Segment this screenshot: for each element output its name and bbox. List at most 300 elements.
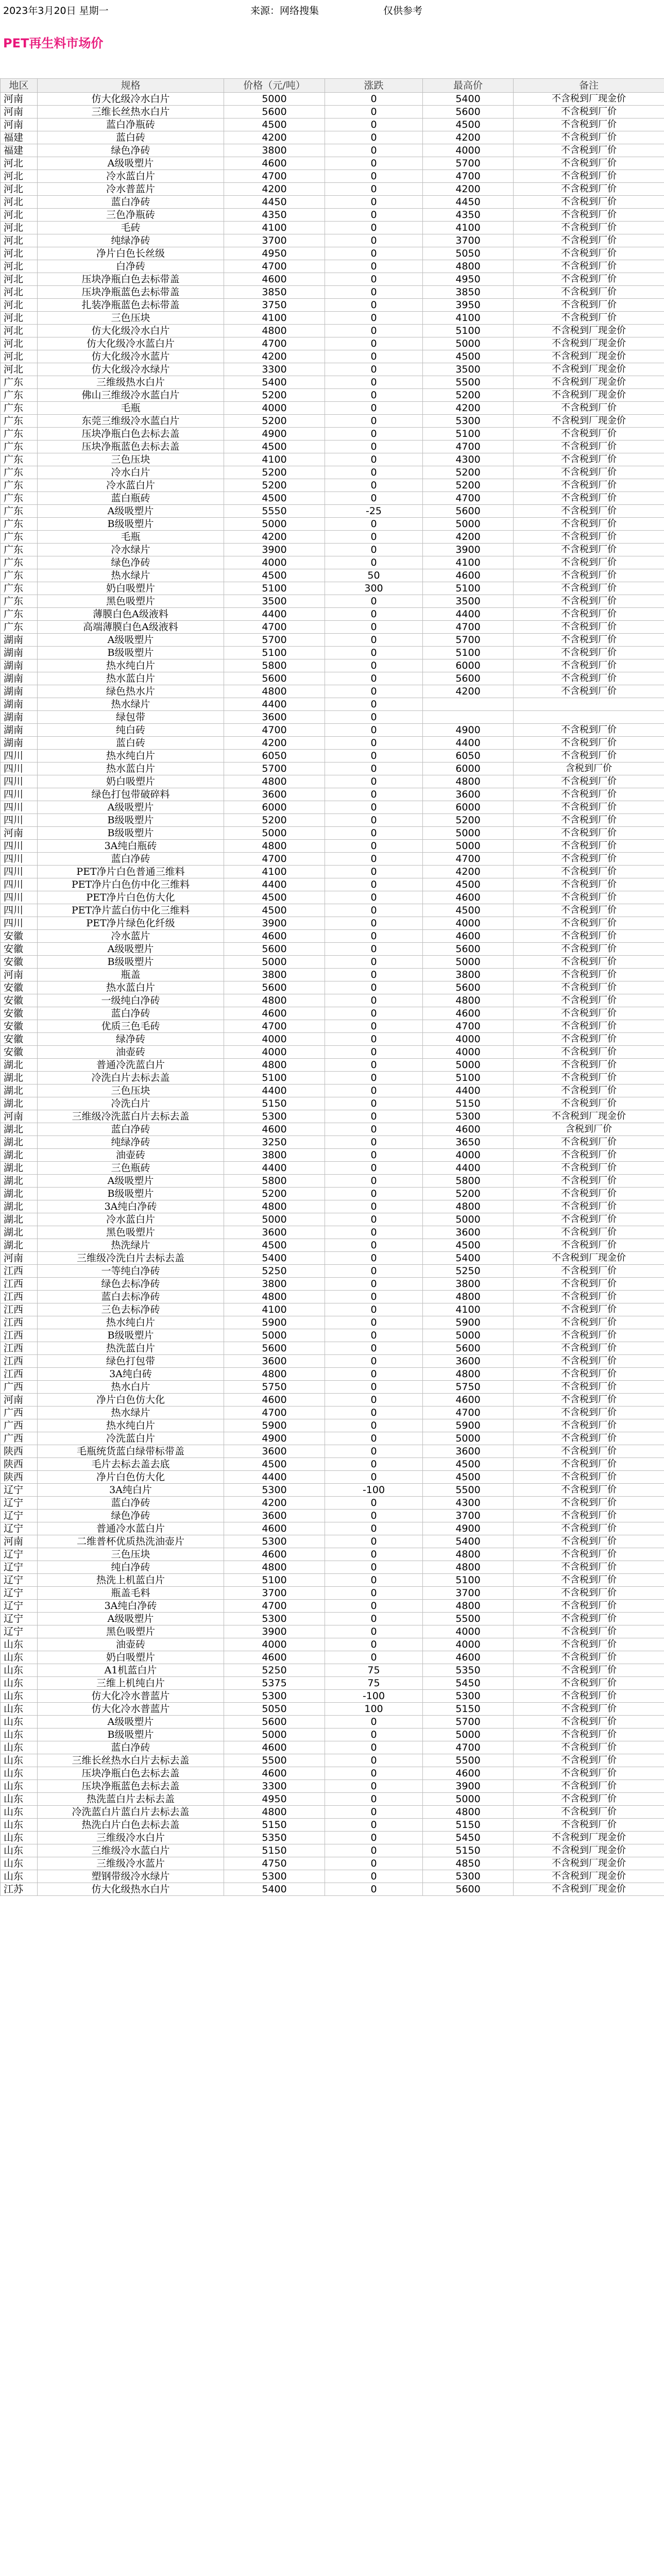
cell-high: 5800 — [423, 1175, 514, 1188]
cell-change: 0 — [325, 1780, 423, 1793]
column-header-remark: 备注 — [514, 79, 664, 93]
cell-price: 4900 — [224, 428, 325, 440]
cell-change: 0 — [325, 93, 423, 106]
cell-region: 安徽 — [1, 1020, 38, 1033]
cell-change: -100 — [325, 1484, 423, 1497]
cell-remark: 不含税到厂价 — [514, 1703, 664, 1716]
cell-price: 5250 — [224, 1265, 325, 1278]
cell-region: 湖南 — [1, 737, 38, 750]
cell-region: 河南 — [1, 1110, 38, 1123]
cell-region: 广西 — [1, 1406, 38, 1419]
cell-remark: 不含税到厂价 — [514, 1806, 664, 1819]
cell-remark: 不含税到厂价 — [514, 518, 664, 531]
cell-price: 4700 — [224, 1600, 325, 1613]
cell-high: 4700 — [423, 1406, 514, 1419]
cell-high: 5900 — [423, 1316, 514, 1329]
cell-spec: 三色去标净砖 — [38, 1303, 224, 1316]
table-row — [1, 1625, 664, 1638]
cell-spec: 纯白砖 — [38, 724, 224, 737]
cell-remark: 不含税到厂价 — [514, 737, 664, 750]
table-row — [1, 788, 664, 801]
cell-remark: 不含税到厂价 — [514, 1561, 664, 1574]
cell-region: 广东 — [1, 621, 38, 634]
cell-region: 河北 — [1, 209, 38, 222]
cell-high: 5600 — [423, 981, 514, 994]
cell-change: 0 — [325, 1548, 423, 1561]
cell-high: 5400 — [423, 1252, 514, 1265]
cell-remark: 不含税到厂现金价 — [514, 337, 664, 350]
cell-price: 3600 — [224, 711, 325, 724]
cell-spec: A1机蓝白片 — [38, 1664, 224, 1677]
cell-remark: 不含税到厂价 — [514, 608, 664, 621]
table-row — [1, 1651, 664, 1664]
cell-price: 5050 — [224, 1703, 325, 1716]
cell-remark: 不含税到厂价 — [514, 569, 664, 582]
cell-high: 5000 — [423, 1728, 514, 1741]
column-header-change: 涨跌 — [325, 79, 423, 93]
cell-high: 4900 — [423, 724, 514, 737]
table-row — [1, 981, 664, 994]
cell-high: 4400 — [423, 1084, 514, 1097]
cell-region: 湖北 — [1, 1084, 38, 1097]
cell-high — [423, 698, 514, 711]
table-row — [1, 234, 664, 247]
cell-high: 4700 — [423, 170, 514, 183]
cell-remark: 不含税到厂价 — [514, 1213, 664, 1226]
cell-remark: 不含税到厂价 — [514, 672, 664, 685]
cell-region: 湖南 — [1, 634, 38, 647]
cell-remark: 不含税到厂价 — [514, 505, 664, 518]
cell-spec: 绿色净砖 — [38, 556, 224, 569]
table-row — [1, 1136, 664, 1149]
cell-change: 0 — [325, 866, 423, 878]
cell-remark: 不含税到厂价 — [514, 1072, 664, 1084]
cell-region: 河北 — [1, 196, 38, 209]
table-row — [1, 1303, 664, 1316]
cell-remark: 不含税到厂价 — [514, 1780, 664, 1793]
cell-spec: 压块净瓶蓝色去标去盖 — [38, 440, 224, 453]
table-row — [1, 1819, 664, 1832]
cell-high: 4500 — [423, 904, 514, 917]
cell-price: 4600 — [224, 1394, 325, 1406]
cell-spec: 蓝白净瓶砖 — [38, 118, 224, 131]
cell-price: 4700 — [224, 170, 325, 183]
cell-change: 0 — [325, 1832, 423, 1844]
cell-change: 0 — [325, 1110, 423, 1123]
cell-price: 4200 — [224, 1497, 325, 1510]
cell-high: 5200 — [423, 814, 514, 827]
table-row — [1, 724, 664, 737]
cell-change: 0 — [325, 1136, 423, 1149]
cell-remark: 不含税到厂价 — [514, 1084, 664, 1097]
cell-high: 5700 — [423, 157, 514, 170]
table-row — [1, 1291, 664, 1303]
cell-region: 山东 — [1, 1793, 38, 1806]
cell-price: 4000 — [224, 1638, 325, 1651]
cell-price: 3900 — [224, 1625, 325, 1638]
cell-spec: 绿色净砖 — [38, 1510, 224, 1522]
cell-remark: 不含税到厂价 — [514, 878, 664, 891]
cell-price: 5200 — [224, 415, 325, 428]
cell-spec: 净片白色仿大化 — [38, 1471, 224, 1484]
cell-region: 四川 — [1, 866, 38, 878]
cell-high: 3850 — [423, 286, 514, 299]
cell-region: 湖北 — [1, 1059, 38, 1072]
cell-change: 0 — [325, 170, 423, 183]
cell-high: 4200 — [423, 402, 514, 415]
cell-region: 四川 — [1, 775, 38, 788]
cell-high: 5300 — [423, 1110, 514, 1123]
cell-high: 5400 — [423, 93, 514, 106]
cell-spec: B级吸塑片 — [38, 1329, 224, 1342]
table-row — [1, 827, 664, 840]
table-row — [1, 183, 664, 196]
table-row — [1, 1239, 664, 1252]
table-row — [1, 350, 664, 363]
cell-region: 江西 — [1, 1342, 38, 1355]
cell-spec: 热水纯白片 — [38, 1419, 224, 1432]
cell-remark: 不含税到厂价 — [514, 544, 664, 556]
cell-high: 5150 — [423, 1819, 514, 1832]
cell-change: 0 — [325, 492, 423, 505]
cell-change: 0 — [325, 1007, 423, 1020]
table-row — [1, 1870, 664, 1883]
cell-change: -25 — [325, 505, 423, 518]
cell-change: 0 — [325, 621, 423, 634]
cell-remark: 不含税到厂价 — [514, 956, 664, 969]
cell-high: 5450 — [423, 1677, 514, 1690]
cell-price: 4600 — [224, 1522, 325, 1535]
cell-remark: 不含税到厂价 — [514, 1728, 664, 1741]
cell-change: 0 — [325, 1754, 423, 1767]
cell-remark: 不含税到厂价 — [514, 247, 664, 260]
cell-high: 3800 — [423, 1278, 514, 1291]
cell-remark: 不含税到厂价 — [514, 1226, 664, 1239]
table-row — [1, 1677, 664, 1690]
cell-price: 5400 — [224, 1252, 325, 1265]
cell-price: 5000 — [224, 93, 325, 106]
cell-region: 湖南 — [1, 685, 38, 698]
cell-region: 山东 — [1, 1728, 38, 1741]
cell-spec: B级吸塑片 — [38, 1728, 224, 1741]
cell-remark: 不含税到厂价 — [514, 299, 664, 312]
cell-price: 5500 — [224, 1754, 325, 1767]
cell-region: 山东 — [1, 1767, 38, 1780]
table-row — [1, 1844, 664, 1857]
cell-change: 0 — [325, 453, 423, 466]
cell-remark: 不含税到厂价 — [514, 1394, 664, 1406]
cell-region: 湖南 — [1, 724, 38, 737]
cell-spec: 蓝白砖 — [38, 737, 224, 750]
price-table — [0, 78, 664, 1896]
cell-remark: 不含税到厂价 — [514, 1149, 664, 1162]
cell-spec: 热水蓝白片 — [38, 981, 224, 994]
cell-spec: 冷水绿片 — [38, 544, 224, 556]
table-row — [1, 1754, 664, 1767]
cell-spec: 油壶砖 — [38, 1149, 224, 1162]
cell-high: 5200 — [423, 389, 514, 402]
cell-high: 5350 — [423, 1664, 514, 1677]
cell-spec: 热洗上机蓝白片 — [38, 1574, 224, 1587]
cell-region: 湖北 — [1, 1188, 38, 1200]
cell-spec: 热水蓝白片 — [38, 672, 224, 685]
cell-change: 0 — [325, 1458, 423, 1471]
cell-remark: 不含税到厂价 — [514, 531, 664, 544]
cell-remark: 含税到厂价 — [514, 762, 664, 775]
table-row — [1, 1832, 664, 1844]
cell-region: 山东 — [1, 1651, 38, 1664]
cell-spec: 热水蓝白片 — [38, 762, 224, 775]
cell-spec: 黑色吸塑片 — [38, 1226, 224, 1239]
table-row — [1, 544, 664, 556]
cell-high: 4000 — [423, 1033, 514, 1046]
cell-spec: PET净片白色仿中化三维料 — [38, 878, 224, 891]
table-row — [1, 196, 664, 209]
cell-region: 四川 — [1, 840, 38, 853]
cell-spec: 油壶砖 — [38, 1046, 224, 1059]
cell-spec: B级吸塑片 — [38, 1188, 224, 1200]
cell-spec: 3A纯白砖 — [38, 1368, 224, 1381]
cell-region: 山东 — [1, 1741, 38, 1754]
cell-region: 四川 — [1, 917, 38, 930]
cell-price: 4200 — [224, 737, 325, 750]
column-header-spec: 规格 — [38, 79, 224, 93]
cell-price: 5200 — [224, 479, 325, 492]
table-row — [1, 1007, 664, 1020]
cell-spec: 塑钢带级冷水绿片 — [38, 1870, 224, 1883]
cell-spec: 蓝白净砖 — [38, 196, 224, 209]
cell-remark: 不含税到厂价 — [514, 1458, 664, 1471]
cell-spec: 瓶盖毛料 — [38, 1587, 224, 1600]
cell-spec: A级吸塑片 — [38, 1716, 224, 1728]
cell-high: 4700 — [423, 853, 514, 866]
table-row — [1, 904, 664, 917]
table-row — [1, 1110, 664, 1123]
cell-region: 广东 — [1, 428, 38, 440]
cell-region: 广西 — [1, 1432, 38, 1445]
cell-price: 4800 — [224, 1368, 325, 1381]
cell-region: 山东 — [1, 1690, 38, 1703]
cell-remark: 不含税到厂现金价 — [514, 415, 664, 428]
cell-spec: A级吸塑片 — [38, 1613, 224, 1625]
cell-spec: 热洗蓝白片 — [38, 1342, 224, 1355]
cell-price: 4500 — [224, 569, 325, 582]
cell-spec: 黑色吸塑片 — [38, 1625, 224, 1638]
cell-change: 0 — [325, 595, 423, 608]
cell-price: 4800 — [224, 325, 325, 337]
cell-remark: 不含税到厂价 — [514, 286, 664, 299]
cell-region: 四川 — [1, 891, 38, 904]
cell-change: 0 — [325, 144, 423, 157]
cell-spec: 热水绿片 — [38, 1406, 224, 1419]
cell-price: 6000 — [224, 801, 325, 814]
cell-change: 0 — [325, 1844, 423, 1857]
table-row — [1, 775, 664, 788]
cell-price: 4500 — [224, 492, 325, 505]
cell-remark: 不含税到厂价 — [514, 1574, 664, 1587]
cell-region: 广西 — [1, 1419, 38, 1432]
cell-change: 0 — [325, 1819, 423, 1832]
cell-region: 湖北 — [1, 1149, 38, 1162]
table-row — [1, 1355, 664, 1368]
cell-change: 0 — [325, 1574, 423, 1587]
cell-remark: 不含税到厂价 — [514, 131, 664, 144]
cell-price: 5000 — [224, 956, 325, 969]
cell-region: 安徽 — [1, 930, 38, 943]
cell-spec: 仿大化冷水普蓝片 — [38, 1690, 224, 1703]
table-row — [1, 247, 664, 260]
cell-price: 3700 — [224, 1587, 325, 1600]
cell-high: 5000 — [423, 518, 514, 531]
cell-change: 0 — [325, 1020, 423, 1033]
cell-remark: 不含税到厂价 — [514, 1097, 664, 1110]
table-row — [1, 453, 664, 466]
cell-remark: 不含税到厂现金价 — [514, 1252, 664, 1265]
cell-high: 5600 — [423, 943, 514, 956]
cell-high: 4800 — [423, 1561, 514, 1574]
cell-remark: 不含税到厂价 — [514, 969, 664, 981]
cell-price: 5900 — [224, 1316, 325, 1329]
cell-change: 0 — [325, 1741, 423, 1754]
cell-spec: 蓝白净砖 — [38, 1123, 224, 1136]
cell-change: 0 — [325, 1638, 423, 1651]
cell-region: 江西 — [1, 1329, 38, 1342]
cell-high: 4950 — [423, 273, 514, 286]
cell-region: 广东 — [1, 518, 38, 531]
cell-spec: 普通冷水蓝白片 — [38, 1522, 224, 1535]
cell-region: 山东 — [1, 1677, 38, 1690]
cell-high: 5600 — [423, 106, 514, 118]
cell-price: 4800 — [224, 775, 325, 788]
cell-change: 0 — [325, 1097, 423, 1110]
cell-remark: 不含税到厂价 — [514, 775, 664, 788]
cell-remark: 不含税到厂价 — [514, 492, 664, 505]
cell-remark: 不含税到厂价 — [514, 1484, 664, 1497]
cell-spec: A级吸塑片 — [38, 157, 224, 170]
cell-price: 4600 — [224, 273, 325, 286]
cell-spec: 绿色净砖 — [38, 144, 224, 157]
cell-remark: 不含税到厂价 — [514, 170, 664, 183]
cell-remark: 不含税到厂价 — [514, 1664, 664, 1677]
table-row — [1, 492, 664, 505]
cell-region: 福建 — [1, 131, 38, 144]
table-row — [1, 840, 664, 853]
cell-region: 湖北 — [1, 1200, 38, 1213]
cell-price: 4600 — [224, 157, 325, 170]
cell-remark: 不含税到厂价 — [514, 1497, 664, 1510]
cell-high: 4500 — [423, 878, 514, 891]
table-row — [1, 1767, 664, 1780]
table-row — [1, 1561, 664, 1574]
cell-high: 4200 — [423, 183, 514, 196]
cell-remark: 不含税到厂价 — [514, 273, 664, 286]
cell-price: 5400 — [224, 376, 325, 389]
cell-spec: 热洗蓝白片去标去盖 — [38, 1793, 224, 1806]
cell-high: 5600 — [423, 1883, 514, 1896]
cell-price: 4700 — [224, 621, 325, 634]
cell-change: 0 — [325, 969, 423, 981]
cell-region: 湖北 — [1, 1226, 38, 1239]
cell-price: 5100 — [224, 647, 325, 659]
cell-change: 0 — [325, 1278, 423, 1291]
cell-high: 5600 — [423, 1342, 514, 1355]
cell-price: 3700 — [224, 234, 325, 247]
table-row — [1, 917, 664, 930]
cell-spec: 三维级冷洗蓝白片去标去盖 — [38, 1110, 224, 1123]
cell-region: 辽宁 — [1, 1484, 38, 1497]
cell-high: 4700 — [423, 1020, 514, 1033]
cell-change: 0 — [325, 531, 423, 544]
cell-high: 4200 — [423, 131, 514, 144]
cell-remark: 不含税到厂价 — [514, 1535, 664, 1548]
cell-spec: 仿大化级冷水蓝片 — [38, 350, 224, 363]
cell-spec: 仿大化级冷水白片 — [38, 93, 224, 106]
cell-price: 4700 — [224, 260, 325, 273]
cell-high: 4600 — [423, 1123, 514, 1136]
cell-region: 山东 — [1, 1664, 38, 1677]
cell-change: 0 — [325, 376, 423, 389]
cell-high: 4600 — [423, 569, 514, 582]
cell-price: 5200 — [224, 466, 325, 479]
table-row — [1, 1033, 664, 1046]
cell-price: 5800 — [224, 1175, 325, 1188]
cell-remark: 不含税到厂价 — [514, 183, 664, 196]
table-row — [1, 582, 664, 595]
cell-high: 4700 — [423, 440, 514, 453]
cell-remark: 不含税到厂价 — [514, 402, 664, 415]
cell-spec: 优质三色毛砖 — [38, 1020, 224, 1033]
cell-region: 河南 — [1, 1252, 38, 1265]
table-row — [1, 762, 664, 775]
cell-price: 5600 — [224, 106, 325, 118]
cell-spec: 热水绿片 — [38, 569, 224, 582]
cell-remark: 不含税到厂价 — [514, 1638, 664, 1651]
table-row — [1, 1072, 664, 1084]
cell-spec: 一级纯白净砖 — [38, 994, 224, 1007]
cell-change: 0 — [325, 1329, 423, 1342]
cell-price: 5700 — [224, 634, 325, 647]
cell-remark: 不含税到厂价 — [514, 1303, 664, 1316]
table-row — [1, 415, 664, 428]
table-row — [1, 943, 664, 956]
table-row — [1, 1883, 664, 1896]
table-row — [1, 402, 664, 415]
cell-high: 5300 — [423, 1870, 514, 1883]
cell-region: 四川 — [1, 788, 38, 801]
cell-price: 3800 — [224, 1278, 325, 1291]
cell-spec: 热洗绿片 — [38, 1239, 224, 1252]
cell-region: 广东 — [1, 492, 38, 505]
cell-remark: 不含税到厂价 — [514, 866, 664, 878]
cell-price: 3600 — [224, 1445, 325, 1458]
cell-region: 河北 — [1, 350, 38, 363]
cell-high: 5000 — [423, 956, 514, 969]
cell-spec: 热水绿片 — [38, 698, 224, 711]
cell-high: 5000 — [423, 840, 514, 853]
cell-high: 5600 — [423, 505, 514, 518]
table-row — [1, 1162, 664, 1175]
cell-change: 100 — [325, 1703, 423, 1716]
table-row — [1, 440, 664, 453]
cell-high: 3700 — [423, 1587, 514, 1600]
cell-region: 广东 — [1, 402, 38, 415]
cell-high: 4800 — [423, 1291, 514, 1303]
cell-remark: 不含税到厂价 — [514, 1278, 664, 1291]
cell-remark: 不含税到厂价 — [514, 1819, 664, 1832]
cell-change: 0 — [325, 1728, 423, 1741]
cell-spec: 瓶盖 — [38, 969, 224, 981]
table-row — [1, 1226, 664, 1239]
